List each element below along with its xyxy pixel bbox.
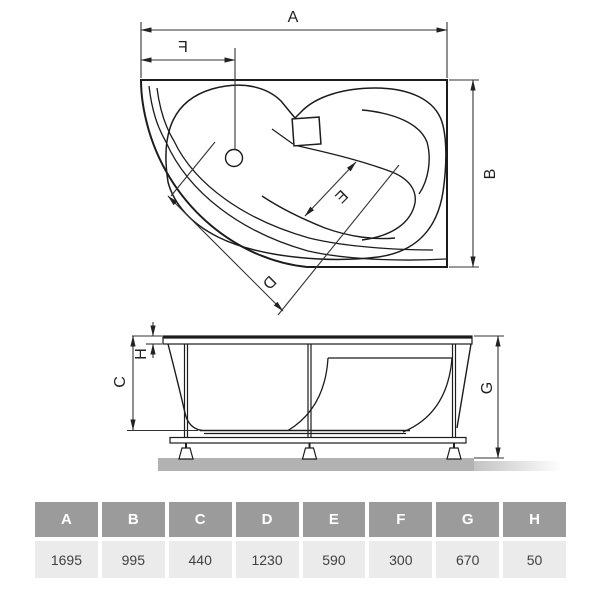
dim-line-E xyxy=(305,162,356,216)
table-header-cell: H xyxy=(503,502,566,537)
faucet-deck xyxy=(292,117,321,146)
dim-label-g: G xyxy=(479,381,496,395)
table-value-cell: 670 xyxy=(436,541,499,578)
dim-label-a: A xyxy=(287,9,299,26)
dim-label-c: C xyxy=(112,376,129,388)
drain-circle xyxy=(226,150,243,167)
dim-label-f: F xyxy=(178,39,188,56)
table-value-cell: 440 xyxy=(169,541,232,578)
bowl-outline xyxy=(166,85,446,259)
table-value-cell: 50 xyxy=(503,541,566,578)
dim-line-D xyxy=(168,196,283,311)
table-header-cell: F xyxy=(369,502,432,537)
table-header-cell: B xyxy=(102,502,165,537)
dim-label-e: E xyxy=(332,187,353,208)
table-header-cell: C xyxy=(169,502,232,537)
table-value-cell: 1695 xyxy=(35,541,98,578)
table-value-cell: 590 xyxy=(303,541,366,578)
dimension-table xyxy=(35,502,566,578)
dim-label-b: B xyxy=(482,168,499,180)
tub-outline xyxy=(141,80,447,267)
table-value-cell: 1230 xyxy=(236,541,299,578)
frame-rail xyxy=(170,438,466,444)
table-header-row xyxy=(35,502,566,537)
side-view xyxy=(158,336,562,471)
table-header-cell: D xyxy=(236,502,299,537)
table-value-row xyxy=(35,541,566,578)
table-value-cell: 995 xyxy=(102,541,165,578)
table-header-cell: E xyxy=(303,502,366,537)
ground xyxy=(158,458,474,471)
feet xyxy=(179,443,461,459)
top-view xyxy=(141,80,447,267)
table-value-cell: 300 xyxy=(369,541,432,578)
dim-label-d: D xyxy=(260,273,281,294)
dim-label-h: H xyxy=(133,348,150,360)
table-header-cell: A xyxy=(35,502,98,537)
table-header-cell: G xyxy=(436,502,499,537)
